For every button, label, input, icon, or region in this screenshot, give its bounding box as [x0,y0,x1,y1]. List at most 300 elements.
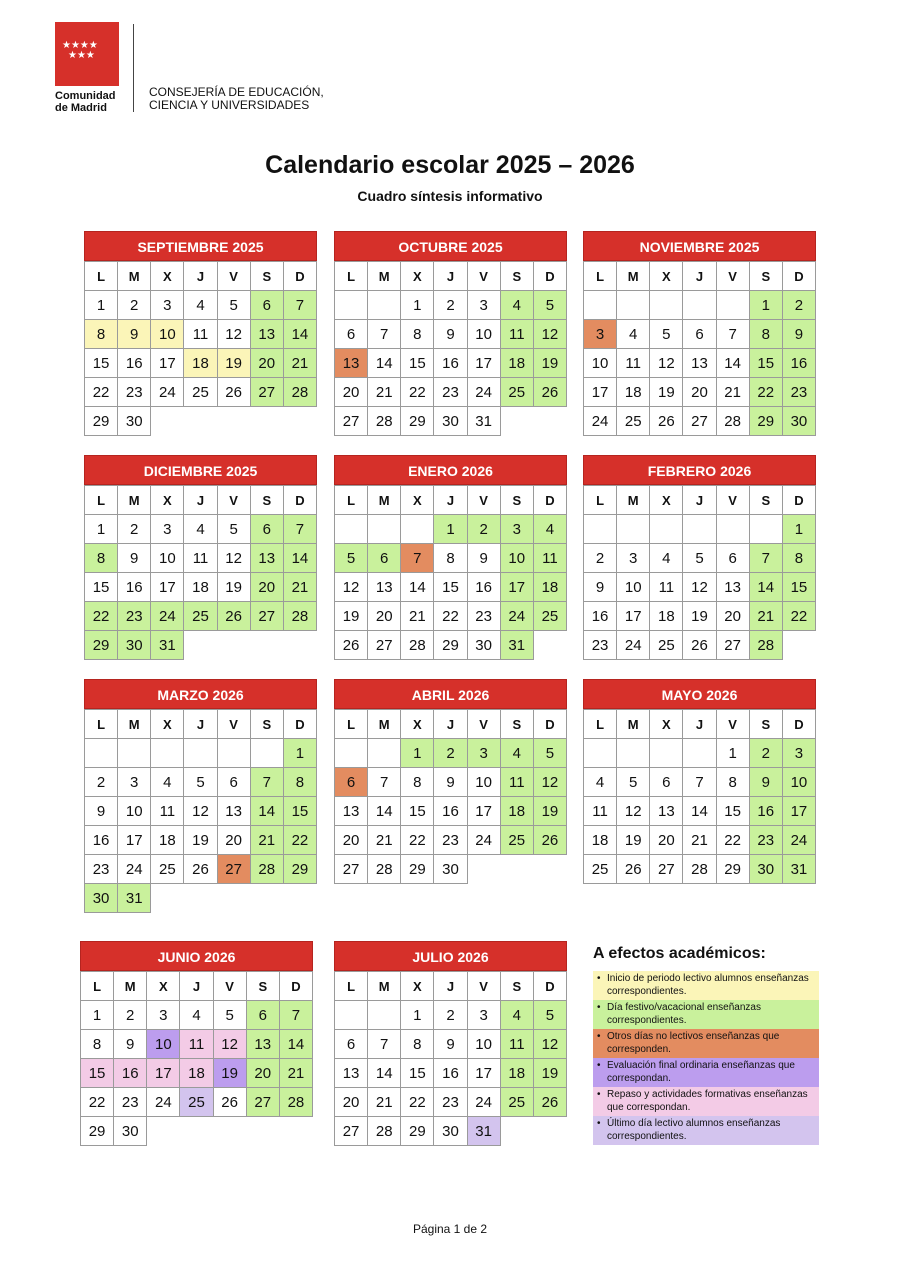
day-cell: 26 [533,1087,567,1117]
day-cell: 2 [433,290,467,320]
day-cell: 14 [400,572,434,602]
day-cell: 18 [500,348,534,378]
day-cell: 21 [749,601,783,631]
day-cell: 22 [782,601,816,631]
day-cell: 5 [334,543,368,573]
day-cell: 20 [334,377,368,407]
day-cell: 18 [500,796,534,826]
header [55,22,455,117]
empty-cell [682,738,716,768]
day-cell: 23 [467,601,501,631]
day-cell: 6 [246,1000,280,1030]
day-cell: 26 [533,377,567,407]
day-cell: 24 [150,601,184,631]
weekday-header: M [616,261,650,291]
weekday-header: X [150,485,184,515]
day-cell: 8 [400,319,434,349]
day-cell: 9 [433,1029,467,1059]
month-name: JULIO 2026 [334,941,567,971]
day-cell: 3 [467,1000,501,1030]
day-cell: 27 [334,1116,368,1146]
day-cell: 7 [250,767,284,797]
day-cell: 4 [500,738,534,768]
weekday-header: M [367,485,401,515]
weekday-header: D [533,261,567,291]
empty-cell [400,514,434,544]
day-cell: 15 [84,572,118,602]
day-cell: 4 [179,1000,213,1030]
day-cell: 6 [367,543,401,573]
day-cell: 26 [183,854,217,884]
day-cell: 8 [433,543,467,573]
day-cell: 14 [367,348,401,378]
day-cell: 18 [616,377,650,407]
day-cell: 2 [433,738,467,768]
weekday-header: M [367,261,401,291]
month-calendar [583,231,816,436]
day-cell: 16 [749,796,783,826]
day-cell: 10 [117,796,151,826]
weekday-header: L [84,485,118,515]
month-calendar [334,941,567,1146]
day-cell: 29 [84,630,118,660]
day-cell: 19 [682,601,716,631]
month-calendar [583,679,816,884]
day-cell: 15 [782,572,816,602]
day-cell: 29 [400,406,434,436]
day-cell: 12 [649,348,683,378]
day-cell: 31 [500,630,534,660]
weekday-header: M [113,971,147,1001]
day-cell: 18 [179,1058,213,1088]
day-cell: 13 [217,796,251,826]
day-cell: 12 [533,319,567,349]
day-cell: 23 [117,601,151,631]
day-cell: 25 [616,406,650,436]
day-cell: 13 [246,1029,280,1059]
month-name: FEBRERO 2026 [583,455,816,485]
weekday-header: D [533,485,567,515]
day-cell: 13 [716,572,750,602]
day-cell: 1 [84,290,118,320]
day-cell: 9 [467,543,501,573]
day-cell: 7 [682,767,716,797]
empty-cell [583,738,617,768]
day-cell: 27 [334,854,368,884]
empty-cell [682,514,716,544]
weekday-header: L [80,971,114,1001]
day-cell: 30 [84,883,118,913]
month-name: SEPTIEMBRE 2025 [84,231,317,261]
day-cell: 16 [113,1058,147,1088]
day-cell: 25 [583,854,617,884]
day-cell: 6 [334,319,368,349]
day-cell: 2 [467,514,501,544]
day-cell: 3 [146,1000,180,1030]
day-cell: 5 [217,290,251,320]
weekday-header: J [682,485,716,515]
day-cell: 4 [183,290,217,320]
day-cell: 31 [782,854,816,884]
day-cell: 7 [749,543,783,573]
day-cell: 9 [782,319,816,349]
day-cell: 1 [80,1000,114,1030]
month-calendar [84,455,317,660]
day-cell: 20 [716,601,750,631]
day-cell: 22 [433,601,467,631]
day-cell: 27 [649,854,683,884]
day-cell: 16 [467,572,501,602]
day-cell: 1 [400,1000,434,1030]
day-cell: 26 [616,854,650,884]
month-name: ENERO 2026 [334,455,567,485]
day-cell: 24 [467,1087,501,1117]
day-cell: 16 [117,572,151,602]
day-cell: 13 [250,543,284,573]
brand-line1: Comunidad [55,90,116,102]
weekday-header: X [400,709,434,739]
day-cell: 3 [616,543,650,573]
weekday-header: D [533,971,567,1001]
legend-item: • Repaso y actividades formativas enseñanzas que correspondan. [593,1087,819,1116]
day-cell: 13 [250,319,284,349]
day-cell: 15 [433,572,467,602]
weekday-header: V [716,261,750,291]
weekday-header: D [782,485,816,515]
day-cell: 26 [217,377,251,407]
day-cell: 2 [117,514,151,544]
day-cell: 22 [716,825,750,855]
day-cell: 24 [467,825,501,855]
day-cell: 1 [782,514,816,544]
day-cell: 3 [583,319,617,349]
day-cell: 7 [279,1000,313,1030]
day-cell: 26 [682,630,716,660]
day-cell: 30 [467,630,501,660]
day-cell: 19 [217,348,251,378]
day-cell: 24 [150,377,184,407]
day-cell: 5 [533,738,567,768]
day-cell: 12 [533,767,567,797]
empty-cell [217,738,251,768]
day-cell: 28 [283,377,317,407]
day-cell: 27 [716,630,750,660]
day-cell: 6 [334,767,368,797]
empty-cell [84,738,118,768]
day-cell: 14 [367,796,401,826]
day-cell: 23 [782,377,816,407]
day-cell: 24 [500,601,534,631]
weekday-header: S [749,709,783,739]
day-cell: 26 [213,1087,247,1117]
day-cell: 2 [749,738,783,768]
weekday-header: L [84,709,118,739]
day-cell: 23 [749,825,783,855]
day-cell: 27 [334,406,368,436]
day-cell: 14 [250,796,284,826]
weekday-header: D [283,485,317,515]
day-cell: 18 [533,572,567,602]
weekday-header: S [500,485,534,515]
day-cell: 2 [84,767,118,797]
weekday-header: V [716,485,750,515]
day-cell: 5 [616,767,650,797]
empty-cell [334,290,368,320]
day-cell: 7 [367,1029,401,1059]
comunidad-madrid-logo [55,22,119,86]
day-cell: 10 [146,1029,180,1059]
day-cell: 6 [334,1029,368,1059]
weekday-header: M [616,485,650,515]
day-cell: 25 [150,854,184,884]
brand-line2: de Madrid [55,102,107,114]
day-cell: 1 [283,738,317,768]
day-cell: 21 [367,1087,401,1117]
weekday-header: S [749,485,783,515]
weekday-header: J [682,709,716,739]
day-cell: 19 [217,572,251,602]
day-cell: 1 [749,290,783,320]
day-cell: 16 [117,348,151,378]
day-cell: 4 [183,514,217,544]
day-cell: 12 [217,543,251,573]
weekday-header: J [183,709,217,739]
day-cell: 17 [467,796,501,826]
day-cell: 4 [500,1000,534,1030]
day-cell: 30 [749,854,783,884]
day-cell: 10 [150,319,184,349]
day-cell: 20 [217,825,251,855]
day-cell: 25 [500,825,534,855]
month-calendar [334,455,567,660]
weekday-header: D [782,709,816,739]
day-cell: 10 [616,572,650,602]
day-cell: 14 [682,796,716,826]
day-cell: 9 [433,767,467,797]
day-cell: 3 [467,738,501,768]
day-cell: 24 [583,406,617,436]
day-cell: 23 [433,1087,467,1117]
day-cell: 11 [616,348,650,378]
day-cell: 4 [649,543,683,573]
weekday-header: X [649,485,683,515]
weekday-header: V [467,709,501,739]
empty-cell [117,738,151,768]
day-cell: 9 [84,796,118,826]
day-cell: 31 [150,630,184,660]
weekday-header: J [433,709,467,739]
empty-cell [583,290,617,320]
day-cell: 1 [716,738,750,768]
day-cell: 14 [283,319,317,349]
day-cell: 19 [334,601,368,631]
day-cell: 26 [533,825,567,855]
day-cell: 17 [467,348,501,378]
day-cell: 8 [80,1029,114,1059]
day-cell: 18 [150,825,184,855]
weekday-header: S [500,709,534,739]
weekday-header: D [283,261,317,291]
day-cell: 23 [113,1087,147,1117]
weekday-header: X [400,485,434,515]
day-cell: 21 [250,825,284,855]
day-cell: 8 [749,319,783,349]
day-cell: 20 [334,1087,368,1117]
day-cell: 22 [400,1087,434,1117]
weekday-header: X [400,971,434,1001]
day-cell: 8 [782,543,816,573]
day-cell: 21 [400,601,434,631]
weekday-header: V [467,485,501,515]
day-cell: 21 [283,348,317,378]
day-cell: 1 [84,514,118,544]
day-cell: 9 [117,543,151,573]
weekday-header: J [682,261,716,291]
day-cell: 15 [716,796,750,826]
day-cell: 16 [583,601,617,631]
weekday-header: L [334,709,368,739]
weekday-header: J [179,971,213,1001]
day-cell: 28 [367,1116,401,1146]
day-cell: 22 [283,825,317,855]
day-cell: 7 [283,290,317,320]
day-cell: 11 [533,543,567,573]
day-cell: 8 [283,767,317,797]
day-cell: 16 [84,825,118,855]
day-cell: 8 [400,767,434,797]
weekday-header: M [367,709,401,739]
weekday-header: L [84,261,118,291]
brand-name [55,90,116,114]
divider [133,24,134,112]
day-cell: 6 [217,767,251,797]
day-cell: 25 [183,601,217,631]
day-cell: 13 [334,348,368,378]
weekday-header: S [749,261,783,291]
empty-cell [150,738,184,768]
weekday-header: D [533,709,567,739]
day-cell: 25 [183,377,217,407]
day-cell: 15 [84,348,118,378]
day-cell: 21 [367,825,401,855]
day-cell: 25 [500,377,534,407]
day-cell: 8 [716,767,750,797]
day-cell: 20 [682,377,716,407]
month-calendar [583,455,816,660]
weekday-header: X [400,261,434,291]
day-cell: 19 [213,1058,247,1088]
day-cell: 12 [334,572,368,602]
month-name: JUNIO 2026 [80,941,313,971]
weekday-header: V [217,709,251,739]
day-cell: 10 [150,543,184,573]
day-cell: 6 [649,767,683,797]
day-cell: 11 [500,319,534,349]
day-cell: 4 [583,767,617,797]
day-cell: 6 [250,514,284,544]
day-cell: 9 [113,1029,147,1059]
weekday-header: J [183,485,217,515]
day-cell: 5 [183,767,217,797]
day-cell: 2 [113,1000,147,1030]
weekday-header: V [217,485,251,515]
day-cell: 16 [433,348,467,378]
weekday-header: M [117,261,151,291]
month-calendar [80,941,313,1146]
day-cell: 20 [250,572,284,602]
day-cell: 17 [117,825,151,855]
day-cell: 11 [183,543,217,573]
day-cell: 23 [84,854,118,884]
day-cell: 13 [649,796,683,826]
legend-item: • Otros días no lectivos enseñanzas que corresponden. [593,1029,819,1058]
dept-line2: CIENCIA Y UNIVERSIDADES [149,98,310,112]
legend-title: A efectos académicos: [593,945,766,962]
day-cell: 18 [583,825,617,855]
day-cell: 5 [533,1000,567,1030]
weekday-header: J [183,261,217,291]
day-cell: 18 [500,1058,534,1088]
legend-item: • Inicio de periodo lectivo alumnos enseñanzas correspondientes. [593,971,819,1000]
day-cell: 12 [217,319,251,349]
empty-cell [334,1000,368,1030]
day-cell: 10 [782,767,816,797]
day-cell: 9 [583,572,617,602]
day-cell: 10 [583,348,617,378]
legend-items [593,971,819,1145]
day-cell: 23 [433,377,467,407]
weekday-header: L [583,485,617,515]
day-cell: 1 [433,514,467,544]
weekday-header: J [433,971,467,1001]
empty-cell [616,738,650,768]
day-cell: 29 [283,854,317,884]
day-cell: 24 [117,854,151,884]
weekday-header: J [433,261,467,291]
day-cell: 28 [367,854,401,884]
weekday-header: V [217,261,251,291]
day-cell: 17 [150,572,184,602]
day-cell: 15 [283,796,317,826]
day-cell: 11 [183,319,217,349]
day-cell: 16 [782,348,816,378]
day-cell: 7 [716,319,750,349]
day-cell: 5 [213,1000,247,1030]
weekday-header: S [250,485,284,515]
weekday-header: J [433,485,467,515]
day-cell: 8 [84,543,118,573]
day-cell: 5 [533,290,567,320]
weekday-header: L [583,709,617,739]
day-cell: 31 [467,406,501,436]
day-cell: 22 [80,1087,114,1117]
day-cell: 10 [467,767,501,797]
day-cell: 13 [334,796,368,826]
legend-item: • Día festivo/vacacional enseñanzas correspondientes. [593,1000,819,1029]
day-cell: 13 [367,572,401,602]
empty-cell [367,738,401,768]
day-cell: 18 [183,572,217,602]
day-cell: 9 [749,767,783,797]
weekday-header: X [150,261,184,291]
weekday-header: V [716,709,750,739]
day-cell: 28 [682,854,716,884]
empty-cell [334,514,368,544]
empty-cell [716,514,750,544]
weekday-header: D [279,971,313,1001]
star-icon: ★★★★ [62,40,98,51]
day-cell: 21 [682,825,716,855]
